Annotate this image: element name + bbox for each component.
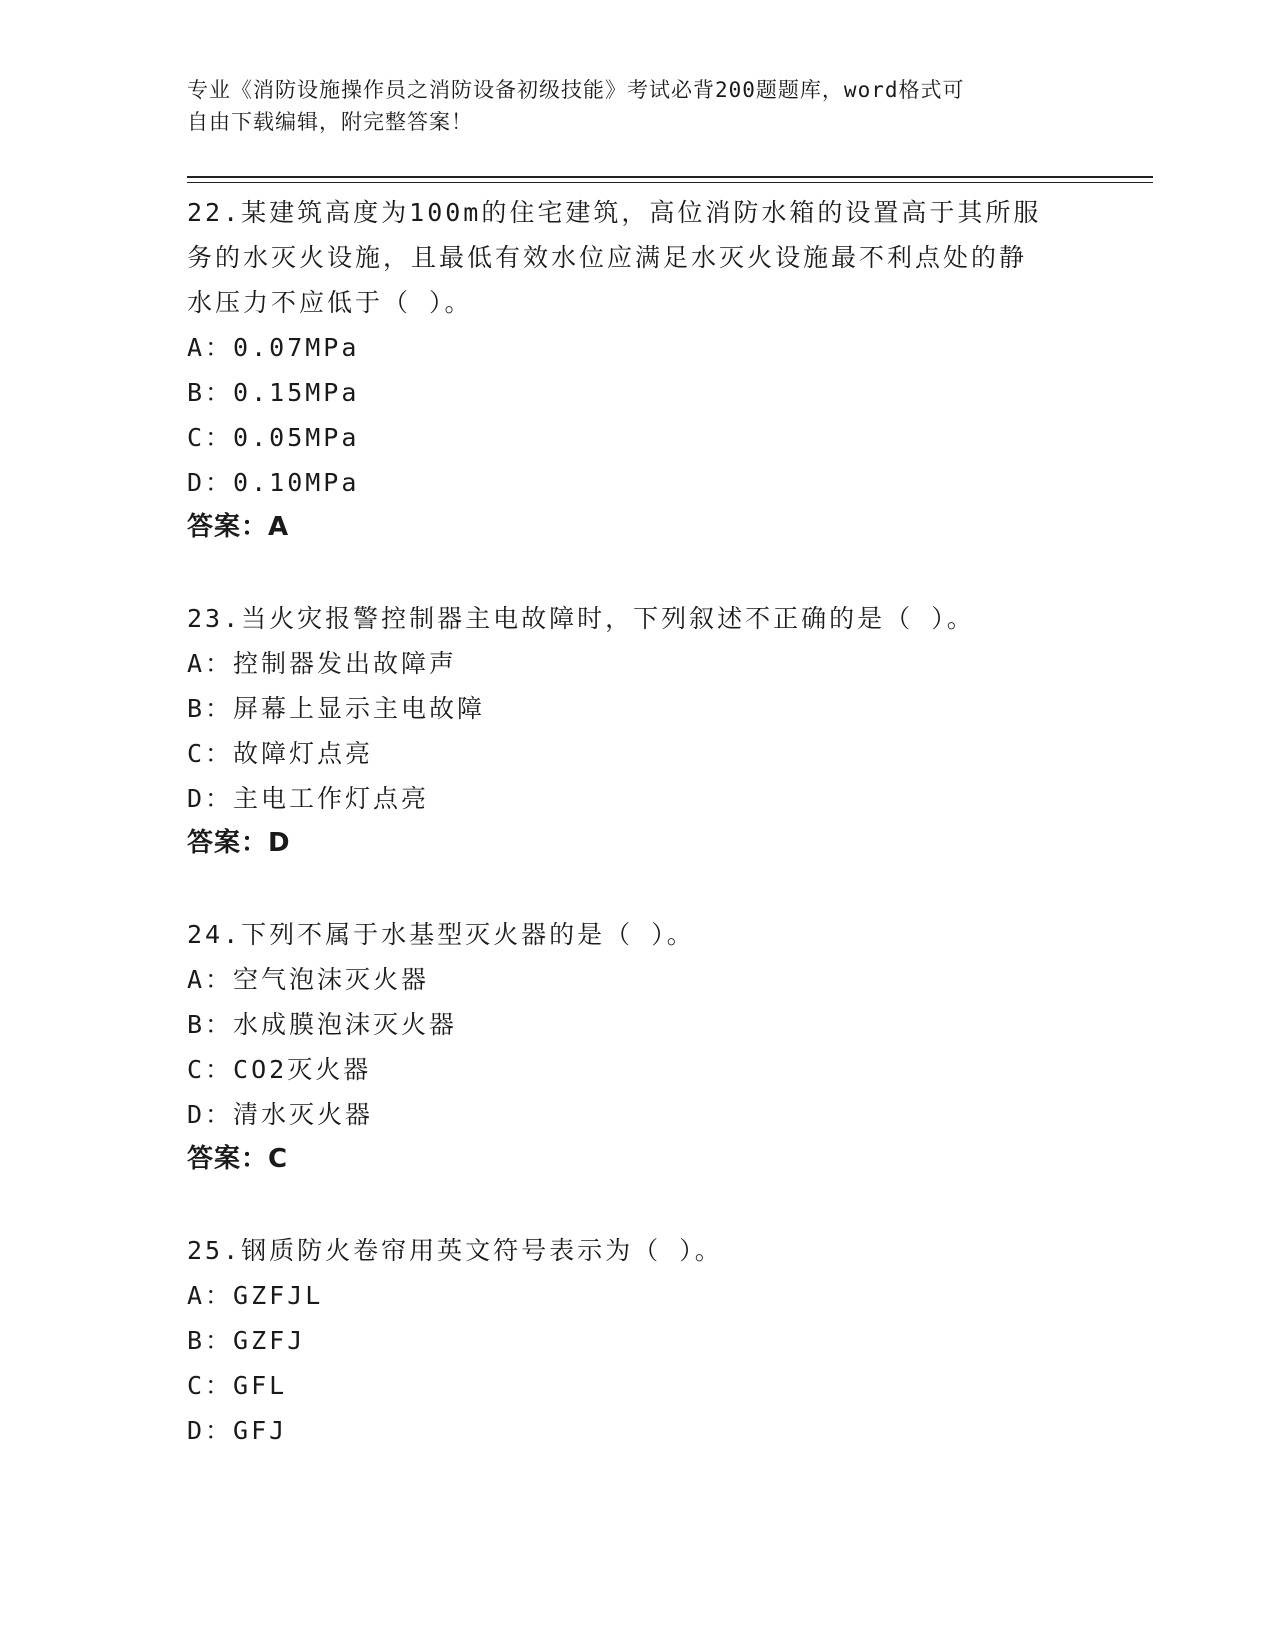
question-stem-line: 25.钢质防火卷帘用英文符号表示为（ ）。 — [187, 1236, 723, 1265]
option-c: C：CO2灭火器 — [187, 1055, 372, 1084]
option-d: D：清水灭火器 — [187, 1100, 374, 1129]
document-header — [187, 74, 1067, 138]
option-c: C：GFL — [187, 1371, 288, 1400]
question-stem-line: 24.下列不属于水基型灭火器的是（ ）。 — [187, 920, 695, 949]
option-b: B：0.15MPa — [187, 378, 360, 407]
answer-line: 答案：D — [187, 828, 291, 858]
option-b: B：GZFJ — [187, 1326, 306, 1355]
question-24 — [187, 912, 1067, 1182]
option-a: A：空气泡沫灭火器 — [187, 965, 430, 994]
header-divider — [187, 176, 1153, 183]
option-c: C：0.05MPa — [187, 423, 360, 452]
answer-line: 答案：C — [187, 1144, 289, 1174]
option-a: A：0.07MPa — [187, 333, 360, 362]
question-22 — [187, 190, 1067, 550]
option-a: A：控制器发出故障声 — [187, 649, 458, 678]
option-d: D：0.10MPa — [187, 468, 360, 497]
option-a: A：GZFJL — [187, 1281, 324, 1310]
option-b: B：屏幕上显示主电故障 — [187, 694, 486, 723]
question-stem-line: 23.当火灾报警控制器主电故障时，下列叙述不正确的是（ ）。 — [187, 604, 975, 633]
answer-line: 答案：A — [187, 512, 290, 542]
question-25 — [187, 1228, 1067, 1453]
option-d: D：主电工作灯点亮 — [187, 784, 430, 813]
question-23 — [187, 596, 1067, 866]
option-d: D：GFJ — [187, 1416, 288, 1445]
option-c: C：故障灯点亮 — [187, 739, 374, 768]
question-stem-line: 务的水灭火设施，且最低有效水位应满足水灭火设施最不利点处的静 — [187, 243, 1028, 272]
question-stem-line: 22.某建筑高度为100m的住宅建筑，高位消防水箱的设置高于其所服 — [187, 198, 1042, 227]
question-stem-line: 水压力不应低于（ ）。 — [187, 288, 473, 317]
question-list — [187, 190, 1067, 1499]
header-line-2: 自由下载编辑，附完整答案！ — [187, 110, 473, 134]
option-b: B：水成膜泡沫灭火器 — [187, 1010, 458, 1039]
header-line-1: 专业《消防设施操作员之消防设备初级技能》考试必背200题题库，word格式可 — [187, 78, 965, 102]
